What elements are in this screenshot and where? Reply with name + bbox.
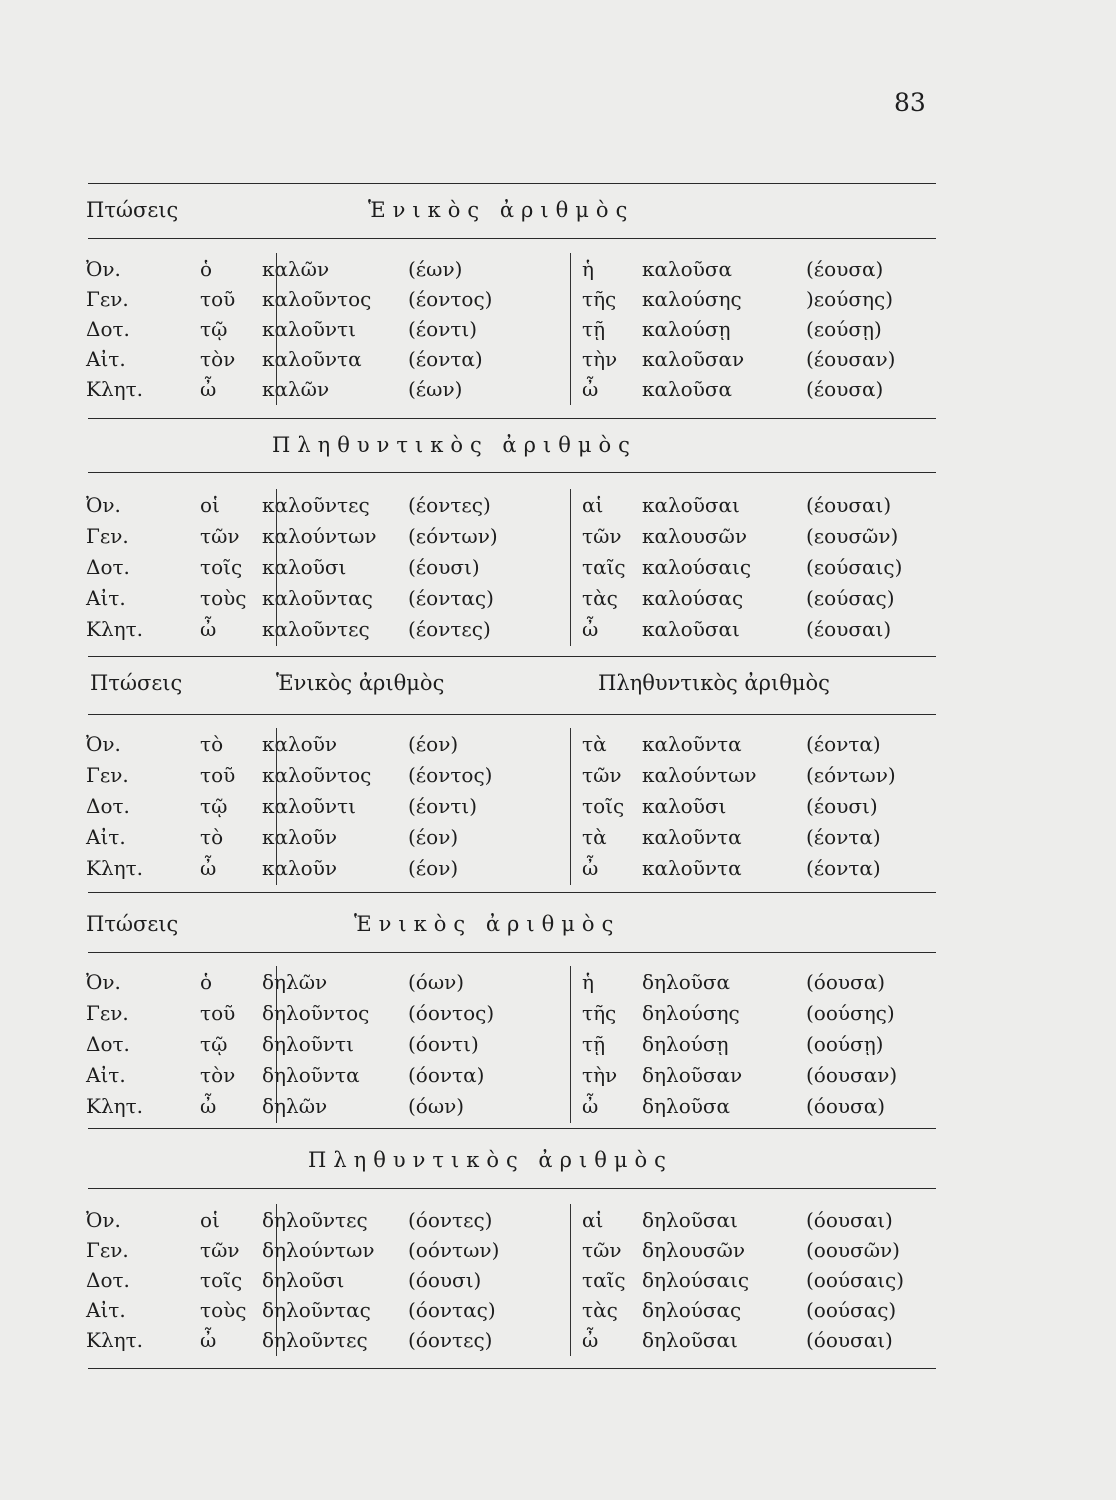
article: ὦ	[200, 377, 217, 401]
ending: (όουσαν)	[806, 1063, 898, 1087]
table-row	[86, 317, 946, 347]
ending: (έουσαι)	[806, 617, 892, 641]
form: καλουσῶν	[642, 524, 747, 548]
case-label: Δοτ.	[86, 317, 130, 341]
article: τὰς	[582, 586, 618, 610]
ending: (έοντα)	[806, 732, 881, 756]
ending: (έοντι)	[408, 794, 478, 818]
ending: (όοντες)	[408, 1328, 493, 1352]
ending: (έουσαν)	[806, 347, 896, 371]
article: ὦ	[582, 377, 599, 401]
ending: (έοντες)	[408, 493, 491, 517]
form: καλοῦσαι	[642, 493, 740, 517]
article: ὁ	[200, 970, 213, 994]
article: ὦ	[582, 1094, 599, 1118]
ending: (οούσης)	[806, 1001, 895, 1025]
table-row	[86, 856, 946, 886]
form: καλῶν	[262, 257, 330, 281]
article: τοῦ	[200, 1001, 236, 1025]
article: ἡ	[582, 257, 594, 281]
ending: (έον)	[408, 856, 459, 880]
ending: (έοντος)	[408, 287, 493, 311]
ending: (οόντων)	[408, 1238, 500, 1262]
case-label: Γεν.	[86, 763, 129, 787]
form: καλοῦντος	[262, 287, 372, 311]
form: καλοῦν	[262, 825, 338, 849]
article: τὸν	[200, 1063, 236, 1087]
form: δηλούσης	[642, 1001, 740, 1025]
case-label: Γεν.	[86, 1238, 129, 1262]
case-label: Κλητ.	[86, 856, 144, 880]
form: δηλοῦντες	[262, 1208, 368, 1232]
form: καλοῦντα	[642, 856, 742, 880]
table-row	[86, 257, 946, 287]
ending: (όοντες)	[408, 1208, 493, 1232]
rule	[88, 183, 936, 184]
form: καλοῦσι	[642, 794, 727, 818]
form: καλούντων	[642, 763, 757, 787]
form: δηλουσῶν	[642, 1238, 746, 1262]
ending: (έοντα)	[806, 856, 881, 880]
article: ὦ	[200, 1328, 217, 1352]
ending: (όουσα)	[806, 970, 886, 994]
form: καλοῦσα	[642, 257, 733, 281]
case-label: Δοτ.	[86, 794, 130, 818]
form: καλούσαις	[642, 555, 752, 579]
case-label: Ὀν.	[86, 732, 121, 756]
ending: (όουσαι)	[806, 1208, 893, 1232]
form: καλοῦσα	[642, 377, 733, 401]
ending: (όων)	[408, 970, 465, 994]
ending: (όοντι)	[408, 1032, 479, 1056]
article: τοῖς	[200, 555, 243, 579]
article: τῆς	[582, 287, 617, 311]
form: καλοῦντες	[262, 617, 370, 641]
form: δηλούντων	[262, 1238, 375, 1262]
table-row	[86, 287, 946, 317]
article: τοὺς	[200, 1298, 247, 1322]
table-row	[86, 586, 946, 616]
column-divider	[570, 966, 571, 1123]
case-label: Δοτ.	[86, 555, 130, 579]
form: καλούσῃ	[642, 317, 731, 341]
form: δηλοῦσαν	[642, 1063, 743, 1087]
rule	[88, 1368, 936, 1369]
table-row	[86, 1032, 946, 1062]
rule	[88, 1128, 936, 1129]
table-header	[86, 433, 946, 465]
ending: (έοντα)	[408, 347, 483, 371]
form: δηλοῦντας	[262, 1298, 371, 1322]
article: ὦ	[200, 856, 217, 880]
article: ταῖς	[582, 1268, 626, 1292]
case-label: Κλητ.	[86, 1328, 144, 1352]
form: καλοῦν	[262, 732, 338, 756]
article: αἱ	[582, 493, 604, 517]
article: αἱ	[582, 1208, 604, 1232]
article: ἡ	[582, 970, 594, 994]
case-label: Γεν.	[86, 524, 129, 548]
article: τοῖς	[200, 1268, 243, 1292]
ending: (έοντος)	[408, 763, 493, 787]
column-divider	[570, 1204, 571, 1356]
form: καλούσης	[642, 287, 742, 311]
article: ὁ	[200, 257, 213, 281]
form: δηλούσῃ	[642, 1032, 729, 1056]
article: ὦ	[582, 617, 599, 641]
ending: (έοντα)	[806, 825, 881, 849]
article: τὰ	[582, 825, 607, 849]
ending: (έουσα)	[806, 377, 884, 401]
form: δηλούσαις	[642, 1268, 750, 1292]
case-label: Αἰτ.	[86, 1063, 126, 1087]
rule	[88, 418, 936, 419]
section-title: Ἑνικὸς ἀριθμὸς	[354, 912, 621, 936]
article: τὸν	[200, 347, 236, 371]
ending: (έουσι)	[408, 555, 480, 579]
page-number: 83	[894, 88, 926, 117]
table-row	[86, 377, 946, 407]
column-divider	[276, 1204, 277, 1356]
column-divider	[276, 728, 277, 885]
form: καλοῦν	[262, 856, 338, 880]
article: τὸ	[200, 732, 224, 756]
table-header	[86, 1148, 946, 1180]
ending: (έοντι)	[408, 317, 478, 341]
table-row	[86, 1001, 946, 1031]
article: τῆς	[582, 1001, 617, 1025]
article: τοῖς	[582, 794, 625, 818]
table-row	[86, 555, 946, 585]
form: καλοῦντι	[262, 794, 356, 818]
form: δηλοῦσαι	[642, 1328, 738, 1352]
section-title: Πληθυντικὸς ἀριθμὸς	[272, 433, 637, 457]
ending: (οούσας)	[806, 1298, 897, 1322]
form: δηλοῦσαι	[642, 1208, 738, 1232]
article: τὰς	[582, 1298, 618, 1322]
article: τῷ	[200, 1032, 228, 1056]
case-label: Δοτ.	[86, 1032, 130, 1056]
ending: (όοντος)	[408, 1001, 495, 1025]
column-divider	[570, 489, 571, 646]
ending: (έουσα)	[806, 257, 884, 281]
column-divider	[276, 253, 277, 405]
table-row	[86, 617, 946, 647]
form: καλοῦντος	[262, 763, 372, 787]
section-title: Ἑνικὸς ἀριθμὸς	[276, 671, 445, 695]
case-label: Γεν.	[86, 1001, 129, 1025]
form: δηλοῦσα	[642, 1094, 731, 1118]
article: τῇ	[582, 1032, 606, 1056]
form: δηλοῦντος	[262, 1001, 370, 1025]
column-divider	[570, 728, 571, 885]
form: δηλούσας	[642, 1298, 742, 1322]
case-label: Γεν.	[86, 287, 129, 311]
ending: (οούσαις)	[806, 1268, 905, 1292]
case-label: Αἰτ.	[86, 347, 126, 371]
ending: )εούσης)	[806, 287, 894, 311]
form: δηλοῦντες	[262, 1328, 368, 1352]
article: ὦ	[582, 856, 599, 880]
cases-label: Πτώσεις	[90, 671, 183, 695]
rule	[88, 472, 936, 473]
article: τῶν	[200, 524, 240, 548]
ending: (εόντων)	[806, 763, 896, 787]
form: καλοῦσαν	[642, 347, 745, 371]
ending: (εούσῃ)	[806, 317, 882, 341]
case-label: Ὀν.	[86, 493, 121, 517]
ending: (έων)	[408, 257, 463, 281]
form: καλούσας	[642, 586, 744, 610]
ending: (εόντων)	[408, 524, 498, 548]
ending: (έοντας)	[408, 586, 494, 610]
table-row	[86, 524, 946, 554]
form: καλοῦντες	[262, 493, 370, 517]
ending: (όουσαι)	[806, 1328, 893, 1352]
case-label: Αἰτ.	[86, 586, 126, 610]
case-label: Δοτ.	[86, 1268, 130, 1292]
form: δηλῶν	[262, 1094, 328, 1118]
article: τῶν	[582, 763, 622, 787]
article: τὴν	[582, 1063, 618, 1087]
ending: (όοντας)	[408, 1298, 496, 1322]
article: τῇ	[582, 317, 606, 341]
form: καλοῦντας	[262, 586, 373, 610]
ending: (έον)	[408, 825, 459, 849]
article: τὴν	[582, 347, 618, 371]
rule	[88, 656, 936, 657]
form: καλῶν	[262, 377, 330, 401]
ending: (έον)	[408, 732, 459, 756]
table-header	[86, 912, 946, 944]
ending: (έων)	[408, 377, 463, 401]
ending: (εουσῶν)	[806, 524, 899, 548]
case-label: Κλητ.	[86, 617, 144, 641]
ending: (έουσαι)	[806, 493, 892, 517]
column-divider	[276, 489, 277, 646]
article: οἱ	[200, 493, 220, 517]
article: τῷ	[200, 794, 228, 818]
table-row	[86, 1238, 946, 1268]
cases-label: Πτώσεις	[86, 198, 179, 222]
form: δηλῶν	[262, 970, 328, 994]
cases-label: Πτώσεις	[86, 912, 179, 936]
form: καλοῦντα	[642, 732, 742, 756]
article: ταῖς	[582, 555, 626, 579]
ending: (εούσαις)	[806, 555, 903, 579]
table-row	[86, 1208, 946, 1238]
form: δηλοῦντα	[262, 1063, 360, 1087]
table-row	[86, 1094, 946, 1124]
column-divider	[570, 253, 571, 405]
table-row	[86, 1328, 946, 1358]
form: καλοῦσι	[262, 555, 347, 579]
column-divider	[276, 966, 277, 1123]
article: τὰ	[582, 732, 607, 756]
table-row	[86, 1268, 946, 1298]
table-row	[86, 1063, 946, 1093]
table-row	[86, 825, 946, 855]
article: οἱ	[200, 1208, 220, 1232]
case-label: Ὀν.	[86, 257, 121, 281]
ending: (οούσῃ)	[806, 1032, 884, 1056]
form: δηλοῦσι	[262, 1268, 345, 1292]
ending: (όουσι)	[408, 1268, 482, 1292]
table-row	[86, 794, 946, 824]
article: τοῦ	[200, 763, 236, 787]
ending: (έοντες)	[408, 617, 491, 641]
form: καλοῦντι	[262, 317, 356, 341]
article: τὸ	[200, 825, 224, 849]
table-row	[86, 732, 946, 762]
rule	[88, 892, 936, 893]
table-header	[86, 671, 946, 703]
case-label: Αἰτ.	[86, 1298, 126, 1322]
case-label: Κλητ.	[86, 1094, 144, 1118]
rule	[88, 714, 936, 715]
article: τοῦ	[200, 287, 236, 311]
case-label: Αἰτ.	[86, 825, 126, 849]
section-title: Ἑνικὸς ἀριθμὸς	[368, 198, 635, 222]
case-label: Ὀν.	[86, 970, 121, 994]
rule	[88, 1188, 936, 1189]
article: τῶν	[582, 1238, 622, 1262]
article: ὦ	[582, 1328, 599, 1352]
table-row	[86, 493, 946, 523]
article: τῷ	[200, 317, 228, 341]
ending: (οουσῶν)	[806, 1238, 900, 1262]
article: ὦ	[200, 617, 217, 641]
case-label: Ὀν.	[86, 1208, 121, 1232]
section-title-plural: Πληθυντικὸς ἀριθμὸς	[598, 671, 830, 695]
form: καλοῦντα	[642, 825, 742, 849]
table-row	[86, 763, 946, 793]
table-row	[86, 970, 946, 1000]
rule	[88, 238, 936, 239]
article: τῶν	[582, 524, 622, 548]
table-row	[86, 1298, 946, 1328]
case-label: Κλητ.	[86, 377, 144, 401]
ending: (όων)	[408, 1094, 465, 1118]
rule	[88, 952, 936, 953]
article: τῶν	[200, 1238, 240, 1262]
ending: (όουσα)	[806, 1094, 886, 1118]
form: καλοῦσαι	[642, 617, 740, 641]
table-header	[86, 198, 946, 230]
form: καλούντων	[262, 524, 377, 548]
form: καλοῦντα	[262, 347, 362, 371]
article: ὦ	[200, 1094, 217, 1118]
form: δηλοῦντι	[262, 1032, 354, 1056]
ending: (έουσι)	[806, 794, 878, 818]
table-row	[86, 347, 946, 377]
article: τοὺς	[200, 586, 247, 610]
section-title: Πληθυντικὸς ἀριθμὸς	[308, 1148, 673, 1172]
form: δηλοῦσα	[642, 970, 731, 994]
ending: (όοντα)	[408, 1063, 485, 1087]
ending: (εούσας)	[806, 586, 895, 610]
